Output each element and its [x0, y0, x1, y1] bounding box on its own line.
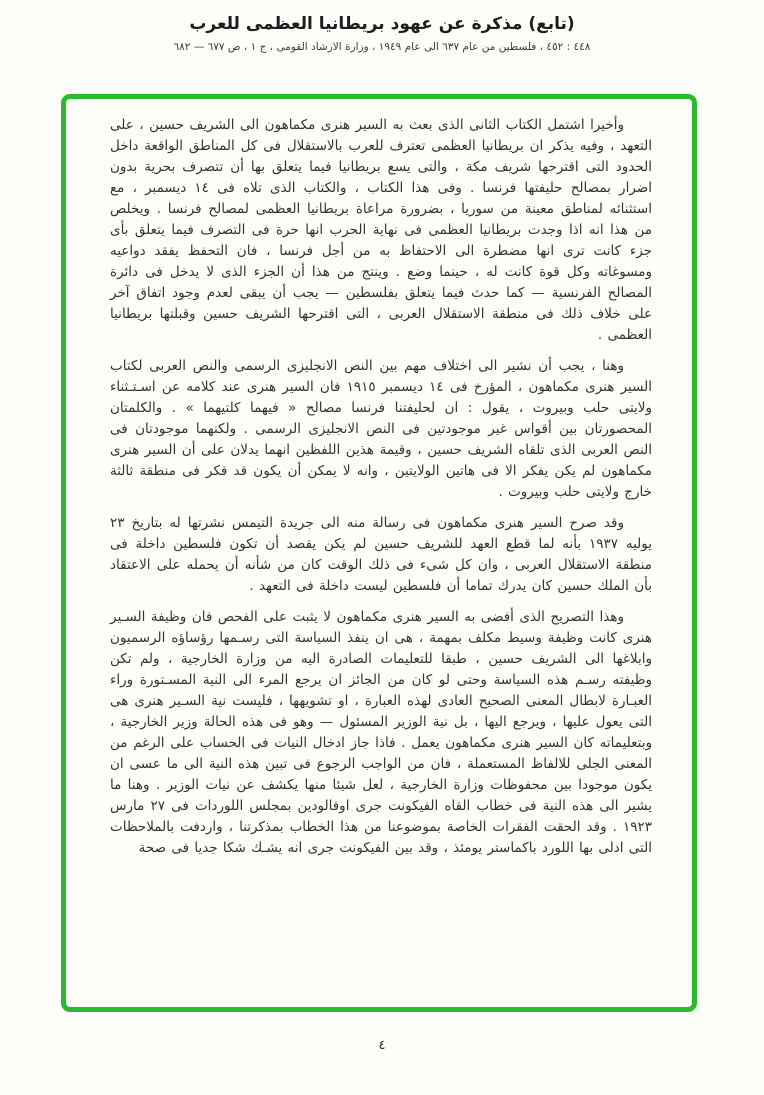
reference-line: ٤٤٨ : ٤٥٢ ، فلسطين من عام ٦٣٧ الى عام ١٩٤٩ ، وزارة الارشاد القومى ، ج ١ ، ص ٦٧٧ — ٦٨٢ — [173, 41, 591, 53]
paragraph: وهنا ، يجب أن نشير الى اختلاف مهم بين النص الانجليزى الرسمى والنص العربى لكتاب السير هنرى مكماهون ، المؤرخ فى ١٤ ديسمبر ١٩١٥ فان السير هنرى عند كلامه عن اسـتـثناء ولايتى حلب وبيروت ، يقول : ان لحليفتنا فرنسا مصالح « فيهما كلتيهما » . والكلمتان المحصورتان بين أقواس غير موجودتين فى النص الانجليزى الرسمى . ولكنهما موجودتان فى النص العربى الذى تلقاه الشريف حسين ، وقيمة هذين اللفظين انهما يدلان على أن السير هنرى مكماهون لم يكن يفكر الا فى هاتين الولايتين ، وانه لا يمكن أن يكون قد فكر فى منطقة ثالثة خارج ولايتى حلب وبيروت . — [110, 358, 653, 500]
paragraph: وهذا التصريح الذى أفضى به السير هنرى مكماهون لا يثبت على الفحص فان وظيفة السـير هنرى كانت وظيفة وسيط مكلف بمهمة ، هى ان ينفذ السياسة التى رسـمها رؤساؤه الرسميون وابلاغها الى الشريف حسين ، طبقا للتعليمات الصادرة اليه من وزارة الخارجية ، ولم تكن وظيفته رسـم هذه السياسة وحتى لو كان من الجائز ان يرجع المرء الى النية المسـتورة وراء العبـارة لابطال المعنى الصحيح العادى لهذه العبارة ، او تشويهها ، فليست نية السـير هنرى هى التى يعول عليها ، ويرجع اليها ، بل نية الوزير المسئول — وهو فى هذه الحالة وزير الخارجية ، وبتعليماته كان السير هنرى مكماهون يعمل . فاذا جاز ادخال النيات فى الحساب على الرغم من المعنى الجلى للالفاظ المستعملة ، فان من الواجب الرجوع فى تبين هذه النية الى ما عسى ان يكون موجودا بين محفوظات وزارة الخارجية ، لعل شيئا منها يكشف عن نيات الوزير . وهنا ما يشير الى هذه النية فى خطاب القاه الفيكونت جرى اوفالودين بمجلس اللوردات فى ٢٧ مارس ١٩٢٣ . وقد الحقت الفقرات الخاصة بموضوعنا من هذا الخطاب بمذكرتنا ، واردفت بالملاحظات التى ادلى بها اللورد باكماستر يومئذ ، وقد بين الفيكونت جرى انه يشـك شكا جديا فى صحة — [110, 609, 652, 856]
page-title: (تابع) مذكرة عن عهود بريطانيا العظمى للعرب — [189, 14, 575, 34]
document-body — [66, 99, 692, 879]
paragraph: وقد صرح السير هنرى مكماهون فى رسالة منه الى جريدة التيمس نشرتها له بتاريخ ٢٣ يوليه ١٩٣٧ بأنه لما قطع العهد للشريف حسين لم يكن يقصد أن تكون فلسطين داخلة فى منطقة الاستقلال العربى ، وان كل شىء فى ذلك الوقت كان من شأنه أن يحمله على الاعتقاد بأن الملك حسين كان يدرك تماما أن فلسطين ليست داخلة فى التعهد . — [110, 515, 652, 594]
document-header — [0, 0, 764, 53]
page-number: ٤ — [378, 1038, 386, 1053]
green-border-frame — [61, 94, 697, 1012]
paragraph: وأخيرا اشتمل الكتاب الثانى الذى بعث به السير هنرى مكماهون الى الشريف حسين ، على التعهد ، وفيه يذكر ان بريطانيا العظمى تعترف للعرب بالاستقلال فى كل المناطق الواقعة داخل الحدود التى اقترحها شريف مكة ، والتى يسع بريطانيا فيما يتعلق بها أن تتصرف بحرية بدون اضرار بمصالح حليفتها فرنسا . وفى هذا الكتاب ، والكتاب الذى تلاه فى ١٤ ديسمبر ، مع استثنائه لمناطق معينة من سوريا ، بضرورة مراعاة بريطانيا العظمى لمصالح فرنسا . ويخلص من هذا انه اذا وجدت بريطانيا العظمى فى نهاية الحرب انها حرة فى التصرف فيما يتعلق بأى جزء كانت ترى انها مضطرة الى الاحتفاظ به من أجل فرنسا ، فان التحفظ يفقد دواعيه ومسوغاته وكل قوة كانت له ، حينما وضع . وينتج من هذا أن الجزء الذى لا يدخل فى دائرة المصالح الفرنسية — كما حدث فيما يتعلق بفلسطين — يجب أن يبقى لعدم وجود اتفاق آخر على خلاف ذلك فى منطقة الاستقلال العربى ، التى اقترحها الشريف حسين وقبلتها بريطانيا العظمى . — [110, 117, 652, 343]
